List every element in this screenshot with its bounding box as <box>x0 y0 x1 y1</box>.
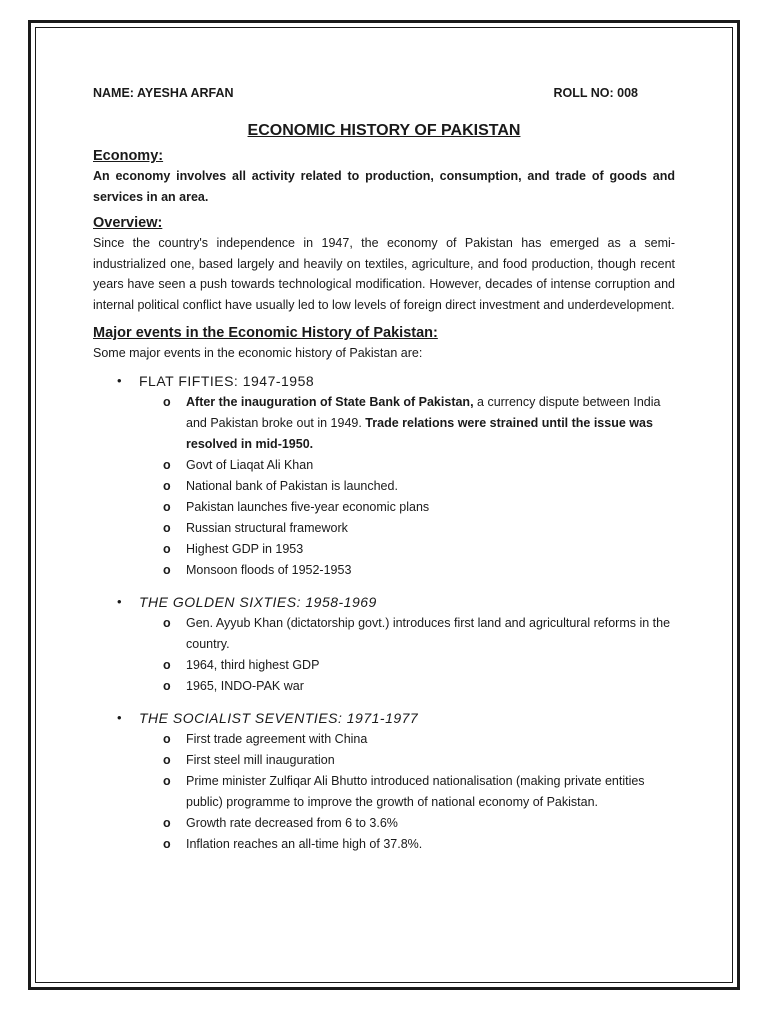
bullet-icon: • <box>117 709 123 725</box>
event-text: 1965, INDO-PAK war <box>186 678 304 693</box>
period-list <box>93 370 675 855</box>
list-item <box>93 655 675 676</box>
student-name: NAME: AYESHA ARFAN <box>93 86 234 100</box>
list-item <box>93 834 675 855</box>
sub-bullet-icon: o <box>163 615 171 630</box>
roll-number: ROLL NO: 008 <box>553 86 638 100</box>
list-item <box>93 539 675 560</box>
sub-bullet-icon: o <box>163 678 171 693</box>
sub-bullet-icon: o <box>163 752 171 767</box>
event-text: 1964, third highest GDP <box>186 657 320 672</box>
event-text: Inflation reaches an all-time high of 37.8%. <box>186 836 423 851</box>
list-item <box>93 455 675 476</box>
event-text-bold: After the inauguration of State Bank of Pakistan, <box>186 394 474 409</box>
event-text: Govt of Liaqat Ali Khan <box>186 457 314 472</box>
sub-bullet-icon: o <box>163 773 171 788</box>
sub-bullet-icon: o <box>163 499 171 514</box>
period-heading <box>93 370 675 392</box>
list-item <box>93 729 675 750</box>
period-title: THE GOLDEN SIXTIES: 1958-1969 <box>139 593 377 610</box>
event-list <box>93 392 675 581</box>
period-title: FLAT FIFTIES: 1947-1958 <box>139 372 315 389</box>
event-text: Monsoon floods of 1952-1953 <box>186 562 352 577</box>
event-text: Prime minister Zulfiqar Ali Bhutto introduced nationalisation (making private entities public) programme to improve the growth of national economy of Pakistan. <box>186 773 645 809</box>
event-text-bold: Trade relations were strained until the issue was resolved in mid-1950. <box>186 415 653 451</box>
list-item <box>93 750 675 771</box>
event-text: Russian structural framework <box>186 520 348 535</box>
major-events-heading: Major events in the Economic History of Pakistan: <box>93 325 438 341</box>
sub-bullet-icon: o <box>163 520 171 535</box>
overview-paragraph: Since the country's independence in 1947, the economy of Pakistan has emerged as a semi-industrialized one, based largely and heavily on textiles, agriculture, and food production, though recent years have seen a push towards technological modification. However, decades of intense corruption and internal political conflict have usually led to low levels of foreign direct investment and underdevelopment. <box>93 236 675 312</box>
period-title: THE SOCIALIST SEVENTIES: 1971-1977 <box>139 709 419 726</box>
event-text: First trade agreement with China <box>186 731 368 746</box>
period-heading <box>93 591 675 613</box>
document-title: ECONOMIC HISTORY OF PAKISTAN <box>247 122 521 139</box>
list-item <box>93 392 675 455</box>
sub-bullet-icon: o <box>163 815 171 830</box>
sub-bullet-icon: o <box>163 731 171 746</box>
bullet-icon: • <box>117 372 123 388</box>
sub-bullet-icon: o <box>163 836 171 851</box>
list-item <box>93 497 675 518</box>
sub-bullet-icon: o <box>163 457 171 472</box>
list-item <box>93 518 675 539</box>
sub-bullet-icon: o <box>163 478 171 493</box>
economy-heading: Economy: <box>93 148 164 164</box>
list-item <box>93 476 675 497</box>
list-item <box>93 813 675 834</box>
event-text: Pakistan launches five-year economic plans <box>186 499 430 514</box>
sub-bullet-icon: o <box>163 657 171 672</box>
sub-bullet-icon: o <box>163 394 171 409</box>
period-heading <box>93 707 675 729</box>
major-events-intro: Some major events in the economic history of Pakistan are: <box>93 346 423 360</box>
period-socialist-seventies <box>93 707 675 855</box>
sub-bullet-icon: o <box>163 541 171 556</box>
list-item <box>93 613 675 655</box>
student-header <box>93 86 675 106</box>
event-text: National bank of Pakistan is launched. <box>186 478 398 493</box>
event-text-regular: a currency dispute between India and Pakistan broke out in 1949. <box>186 394 661 430</box>
list-item <box>93 676 675 697</box>
list-item <box>93 560 675 581</box>
event-text: Growth rate decreased from 6 to 3.6% <box>186 815 398 830</box>
list-item <box>93 771 675 813</box>
event-list <box>93 729 675 855</box>
bullet-icon: • <box>117 593 123 609</box>
event-text: Gen. Ayyub Khan (dictatorship govt.) introduces first land and agricultural reforms in the country. <box>186 615 671 651</box>
document-body <box>93 86 675 855</box>
period-flat-fifties <box>93 370 675 581</box>
sub-bullet-icon: o <box>163 562 171 577</box>
overview-heading: Overview: <box>93 215 163 231</box>
event-text: Highest GDP in 1953 <box>186 541 304 556</box>
period-golden-sixties <box>93 591 675 697</box>
event-text: First steel mill inauguration <box>186 752 335 767</box>
economy-paragraph: An economy involves all activity related to production, consumption, and trade of goods and services in an area. <box>93 169 675 204</box>
event-list <box>93 613 675 697</box>
